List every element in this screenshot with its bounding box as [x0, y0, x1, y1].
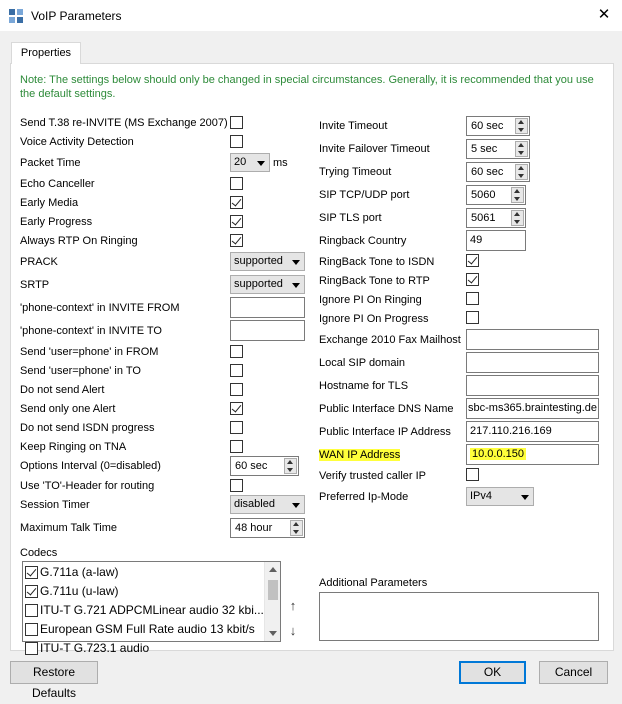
always-rtp-checkbox[interactable]: [230, 234, 243, 247]
packet-time-select[interactable]: [230, 153, 270, 172]
spinner-buttons[interactable]: [511, 187, 524, 203]
early-media-label: Early Media: [20, 197, 79, 209]
codec-item[interactable]: [25, 601, 264, 619]
additional-params-label: Additional Parameters: [319, 577, 428, 589]
invite-timeout-spinner[interactable]: [466, 116, 530, 136]
sip-tls-label: SIP TLS port: [319, 212, 382, 224]
keep-ringing-checkbox[interactable]: [230, 440, 243, 453]
codec-checkbox[interactable]: [25, 585, 38, 598]
tab-properties[interactable]: Properties: [11, 42, 81, 64]
no-alert-checkbox[interactable]: [230, 383, 243, 396]
trying-timeout-label: Trying Timeout: [319, 166, 392, 178]
ringback-isdn-label: RingBack Tone to ISDN: [319, 256, 435, 268]
session-timer-select[interactable]: [230, 495, 305, 514]
ringback-country-input[interactable]: [466, 230, 526, 251]
packet-time-value: 20: [234, 156, 247, 168]
srtp-select[interactable]: [230, 275, 305, 294]
codec-label: ITU-T G.721 ADPCMLinear audio 32 kbi...: [40, 603, 264, 617]
codecs-label: Codecs: [20, 547, 58, 559]
codec-item[interactable]: [25, 639, 149, 657]
scroll-up-icon[interactable]: [269, 567, 277, 572]
codec-checkbox[interactable]: [25, 623, 38, 636]
wan-ip-value: 10.0.0.150: [472, 448, 524, 460]
early-progress-checkbox[interactable]: [230, 215, 243, 228]
chevron-down-icon: [292, 503, 300, 508]
t38-label: Send T.38 re-INVITE (MS Exchange 2007): [20, 117, 228, 129]
codecs-list[interactable]: [22, 561, 281, 655]
ignore-pi-ringing-checkbox[interactable]: [466, 292, 479, 305]
prack-select[interactable]: [230, 252, 305, 271]
ignore-pi-ringing-label: Ignore PI On Ringing: [319, 294, 422, 306]
codec-item[interactable]: [25, 563, 118, 581]
local-sip-label: Local SIP domain: [319, 357, 406, 369]
user-phone-from-label: Send 'user=phone' in FROM: [20, 346, 159, 358]
public-dns-value: sbc-ms365.braintesting.de: [468, 402, 598, 414]
t38-checkbox[interactable]: [230, 116, 243, 129]
codec-item[interactable]: [25, 620, 255, 638]
pc-to-label: 'phone-context' in INVITE TO: [20, 325, 162, 337]
app-icon: [8, 8, 24, 24]
hostname-tls-label: Hostname for TLS: [319, 380, 409, 392]
codec-checkbox[interactable]: [25, 604, 38, 617]
restore-defaults-button[interactable]: Restore Defaults: [10, 661, 98, 684]
hostname-tls-input[interactable]: [466, 375, 599, 396]
max-talk-spinner[interactable]: [230, 518, 305, 538]
settings-note: Note: The settings below should only be changed in special circumstances. Generally, it is recommended that you use the default settings.: [20, 74, 594, 100]
invite-failover-value: 5 sec: [471, 143, 498, 155]
scroll-down-icon[interactable]: [269, 631, 277, 636]
ip-mode-value: IPv4: [470, 490, 493, 502]
codec-checkbox[interactable]: [25, 642, 38, 655]
always-rtp-label: Always RTP On Ringing: [20, 235, 138, 247]
options-interval-value: 60 sec: [235, 460, 268, 472]
spinner-buttons[interactable]: [515, 118, 528, 134]
ip-mode-label: Preferred Ip-Mode: [319, 491, 409, 503]
options-interval-label: Options Interval (0=disabled): [20, 460, 161, 472]
invite-failover-label: Invite Failover Timeout: [319, 143, 430, 155]
codec-label: European GSM Full Rate audio 13 kbit/s: [40, 622, 255, 636]
ignore-pi-progress-label: Ignore PI On Progress: [319, 313, 429, 325]
ip-mode-select[interactable]: [466, 487, 534, 506]
fax-mailhost-input[interactable]: [466, 329, 599, 350]
keep-ringing-label: Keep Ringing on TNA: [20, 441, 127, 453]
verify-caller-checkbox[interactable]: [466, 468, 479, 481]
public-dns-input[interactable]: [466, 398, 599, 419]
close-icon[interactable]: ✕: [597, 6, 611, 23]
early-media-checkbox[interactable]: [230, 196, 243, 209]
codec-checkbox[interactable]: [25, 566, 38, 579]
codec-label: G.711a (a-law): [40, 565, 119, 579]
packet-time-unit: ms: [273, 157, 288, 169]
codecs-scrollbar[interactable]: [264, 562, 280, 641]
user-phone-to-label: Send 'user=phone' in TO: [20, 365, 141, 377]
ringback-rtp-checkbox[interactable]: [466, 273, 479, 286]
pc-from-input[interactable]: [230, 297, 305, 318]
session-timer-label: Session Timer: [20, 499, 90, 511]
ringback-country-label: Ringback Country: [319, 235, 407, 247]
sip-tcp-spinner[interactable]: [466, 185, 526, 205]
chevron-down-icon: [521, 495, 529, 500]
public-ip-value: 217.110.216.169: [470, 425, 552, 437]
vad-checkbox[interactable]: [230, 135, 243, 148]
one-alert-label: Send only one Alert: [20, 403, 116, 415]
title-bar: [0, 0, 622, 31]
no-isdn-checkbox[interactable]: [230, 421, 243, 434]
public-dns-label: Public Interface DNS Name: [319, 403, 454, 415]
local-sip-input[interactable]: [466, 352, 599, 373]
scroll-thumb[interactable]: [268, 580, 278, 600]
echo-label: Echo Canceller: [20, 178, 95, 190]
to-header-label: Use 'TO'-Header for routing: [20, 480, 155, 492]
prack-value: supported: [234, 255, 283, 267]
ringback-country-value: 49: [470, 234, 483, 246]
no-isdn-label: Do not send ISDN progress: [20, 422, 155, 434]
trying-timeout-spinner[interactable]: [466, 162, 530, 182]
spinner-buttons[interactable]: [511, 210, 524, 226]
one-alert-checkbox[interactable]: [230, 402, 243, 415]
max-talk-value: 48 hour: [235, 522, 273, 534]
spinner-buttons[interactable]: [515, 164, 528, 180]
chevron-down-icon: [257, 161, 265, 166]
early-progress-label: Early Progress: [20, 216, 93, 228]
to-header-checkbox[interactable]: [230, 479, 243, 492]
max-talk-label: Maximum Talk Time: [20, 522, 117, 534]
spinner-buttons[interactable]: [515, 141, 528, 157]
user-phone-to-checkbox[interactable]: [230, 364, 243, 377]
user-phone-from-checkbox[interactable]: [230, 345, 243, 358]
packet-time-label: Packet Time: [20, 157, 81, 169]
ignore-pi-progress-checkbox[interactable]: [466, 311, 479, 324]
public-ip-label: Public Interface IP Address: [319, 426, 451, 438]
session-timer-value: disabled: [234, 498, 275, 510]
arrow-up-icon[interactable]: ↑: [289, 598, 297, 613]
codec-label: ITU-T G.723.1 audio: [40, 641, 150, 655]
options-interval-spinner[interactable]: [230, 456, 299, 476]
vad-label: Voice Activity Detection: [20, 136, 134, 148]
prack-label: PRACK: [20, 256, 58, 268]
wan-ip-input[interactable]: [466, 444, 599, 465]
ringback-isdn-checkbox[interactable]: [466, 254, 479, 267]
fax-mailhost-label: Exchange 2010 Fax Mailhost: [319, 334, 461, 346]
chevron-down-icon: [292, 283, 300, 288]
trying-timeout-value: 60 sec: [471, 166, 504, 178]
additional-params-textarea[interactable]: [319, 592, 599, 641]
wan-ip-label: WAN IP Address: [319, 449, 401, 461]
sip-tls-value: 5061: [471, 212, 496, 224]
cancel-button[interactable]: Cancel: [539, 661, 608, 684]
sip-tcp-label: SIP TCP/UDP port: [319, 189, 410, 201]
ringback-rtp-label: RingBack Tone to RTP: [319, 275, 430, 287]
ok-button[interactable]: OK: [459, 661, 526, 684]
echo-checkbox[interactable]: [230, 177, 243, 190]
public-ip-input[interactable]: [466, 421, 599, 442]
invite-failover-spinner[interactable]: [466, 139, 530, 159]
verify-caller-label: Verify trusted caller IP: [319, 470, 426, 482]
sip-tcp-value: 5060: [471, 189, 496, 201]
srtp-value: supported: [234, 278, 283, 290]
sip-tls-spinner[interactable]: [466, 208, 526, 228]
codec-label: G.711u (u-law): [40, 584, 119, 598]
srtp-label: SRTP: [20, 279, 50, 291]
invite-timeout-value: 60 sec: [471, 120, 504, 132]
invite-timeout-label: Invite Timeout: [319, 120, 388, 132]
arrow-down-icon[interactable]: ↓: [289, 623, 297, 638]
codec-item[interactable]: [25, 582, 118, 600]
window-title: VoIP Parameters: [31, 9, 122, 23]
pc-from-label: 'phone-context' in INVITE FROM: [20, 302, 180, 314]
spinner-buttons[interactable]: [290, 520, 303, 536]
chevron-down-icon: [292, 260, 300, 265]
pc-to-input[interactable]: [230, 320, 305, 341]
spinner-buttons[interactable]: [284, 458, 297, 474]
no-alert-label: Do not send Alert: [20, 384, 105, 396]
